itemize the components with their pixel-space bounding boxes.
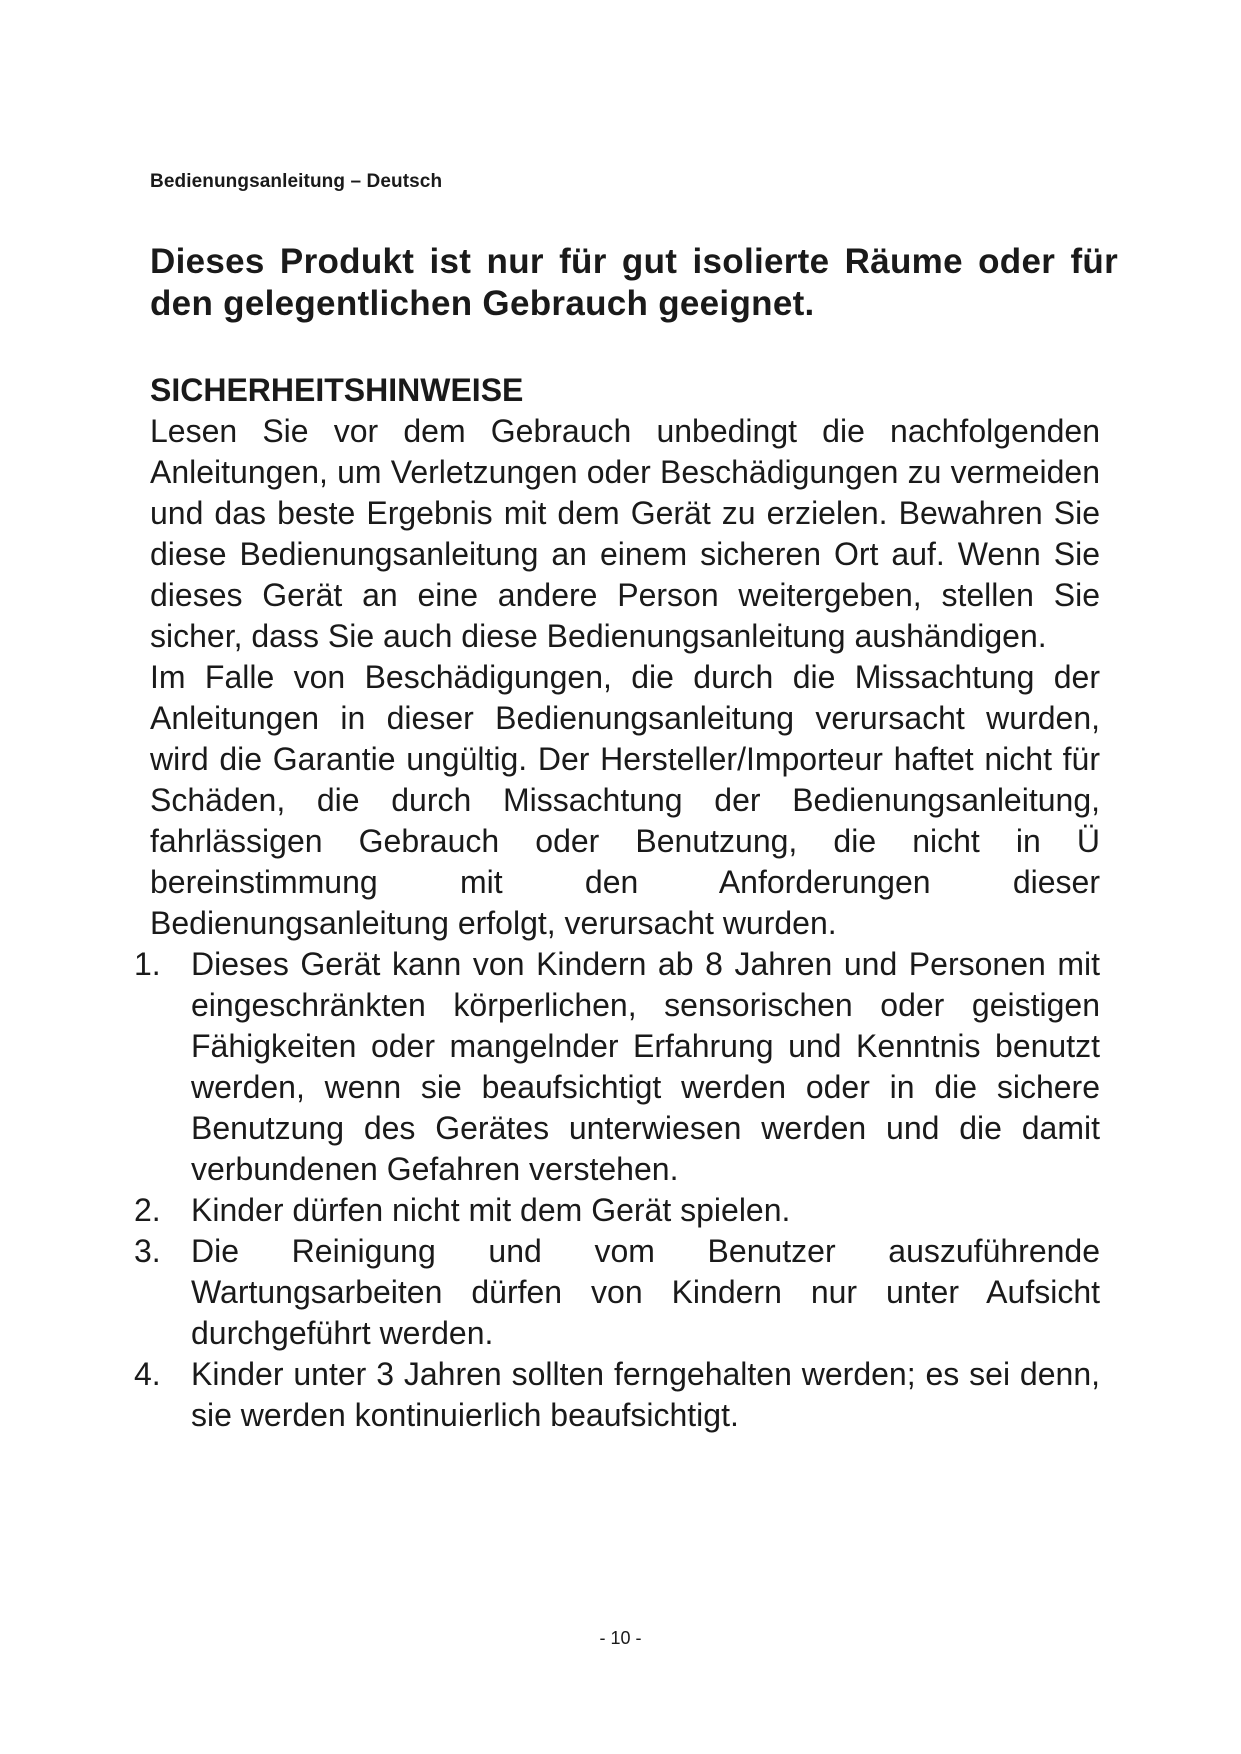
warranty-paragraph: Im Falle von Beschädigungen, die durch die Missachtung der Anleitungen in dieser Bedienungsanleitung verursacht wurden, wird die Garantie ungültig. Der Hersteller/Importeur haftet nicht für Schäden, die durch Missachtung der Bedienungsanleitung, fahrlässigen Gebrauch oder Benutzung, die nicht in Ü bereinstimmung mit den Anforderungen dieser Bedienungsanleitung erfolgt, verursacht wurden. xyxy=(150,659,1100,941)
list-item-text: Kinder unter 3 Jahren sollten ferngehalten werden; es sei denn, sie werden kontinuierlich beaufsichtigt. xyxy=(191,1356,1100,1433)
page-number: - 10 - xyxy=(599,1628,642,1648)
list-item xyxy=(134,1354,1100,1436)
list-item xyxy=(134,1231,1100,1354)
page-content xyxy=(134,241,1118,1436)
list-item-text: Kinder dürfen nicht mit dem Gerät spielen. xyxy=(191,1192,791,1228)
list-item-number: 1. xyxy=(134,946,161,982)
safety-list xyxy=(134,944,1100,1436)
section-title: SICHERHEITSHINWEISE xyxy=(150,372,524,408)
list-item xyxy=(134,944,1100,1190)
list-item-number: 3. xyxy=(134,1233,161,1269)
list-item-number: 4. xyxy=(134,1356,161,1392)
running-header: Bedienungsanleitung – Deutsch xyxy=(150,171,443,192)
usage-notice: Dieses Produkt ist nur für gut isolierte Räume oder für den gelegentlichen Gebrauch geeignet. xyxy=(150,242,1118,323)
intro-paragraph: Lesen Sie vor dem Gebrauch unbedingt die nachfolgenden Anleitungen, um Verletzungen oder Beschädigungen zu vermeiden und das beste Ergebnis mit dem Gerät zu erzielen. Bewahren Sie diese Bedienungsanleitung an einem sicheren Ort auf. Wenn Sie dieses Gerät an eine andere Person weitergeben, stellen Sie sicher, dass Sie auch diese Bedienungsanleitung aushändigen. xyxy=(150,413,1100,654)
list-item-text: Die Reinigung und vom Benutzer auszuführende Wartungsarbeiten dürfen von Kindern nur unter Aufsicht durchgeführt werden. xyxy=(191,1233,1100,1351)
list-item-number: 2. xyxy=(134,1192,161,1228)
list-item-text: Dieses Gerät kann von Kindern ab 8 Jahren und Personen mit eingeschränkten körperlichen, sensorischen oder geistigen Fähigkeiten oder mangelnder Erfahrung und Kenntnis benutzt werden, wenn sie beaufsichtigt werden oder in die sichere Benutzung des Gerätes unterwiesen werden und die damit verbundenen Gefahren verstehen. xyxy=(191,946,1100,1187)
list-item xyxy=(134,1190,1100,1231)
